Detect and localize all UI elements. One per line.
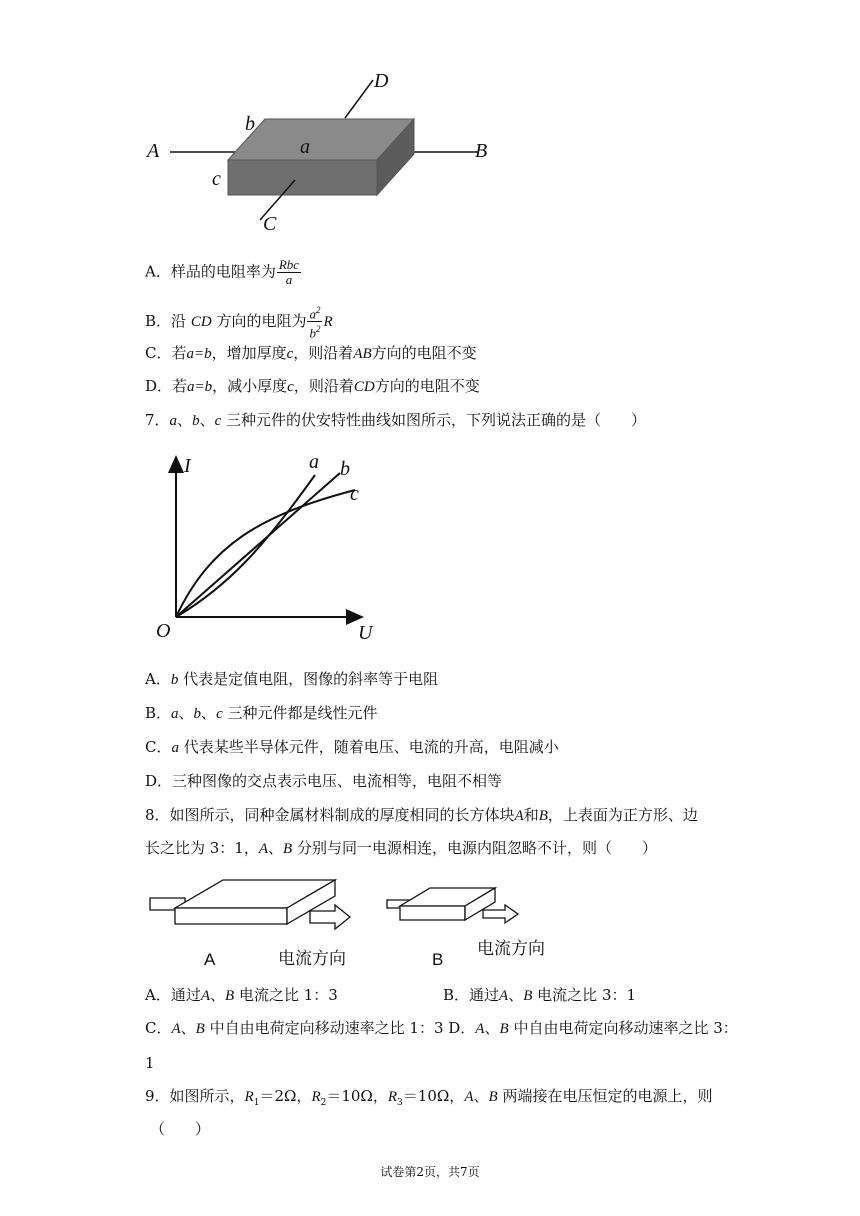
graph-axis-U: U: [358, 622, 373, 644]
page-footer: 试卷第2页，共7页: [380, 1165, 480, 1179]
q8-label-B: B: [432, 950, 444, 969]
label-B: B: [475, 140, 488, 162]
label-C: C: [263, 213, 277, 235]
curve-b: [176, 473, 340, 617]
q6-option-A: [145, 258, 302, 287]
q6-option-B: B．沿 CD 方向的电阻为 $\frac{a^2}{b^2}$ R: [145, 305, 333, 341]
blockB-front: [400, 906, 465, 920]
q6-B-fraction: $\frac{a^2}{b^2}$: [309, 305, 321, 341]
q6-option-D: D．若a=b，减小厚度c，则沿着CD方向的电阻不变: [145, 377, 480, 395]
blockA-arrow-out: [310, 905, 350, 929]
q9-paren: （ ）: [150, 1120, 211, 1138]
label-b: b: [245, 113, 255, 135]
blockA-front: [175, 908, 287, 924]
fig6-block-diagram: [140, 68, 510, 238]
lead-D: [345, 80, 373, 118]
q8-stem-line1: 8．如图所示，同种金属材料制成的厚度相同的长方体块A和B，上表面为正方形、边: [145, 806, 698, 824]
q7-option-A: A．b 代表是定值电阻，图像的斜率等于电阻: [145, 670, 439, 688]
q8-stem-line2: 长之比为 3：1，A、B 分别与同一电源相连，电源内阻忽略不计，则（ ）: [145, 839, 658, 857]
q8-label-A: A: [204, 950, 216, 969]
graph-label-a: a: [309, 451, 319, 473]
curve-c: [176, 490, 355, 617]
blockB-arrow-out: [483, 905, 518, 923]
label-c: c: [212, 168, 221, 190]
curve-a: [176, 475, 315, 617]
q8-current-B: 电流方向: [477, 939, 545, 959]
q9-stem: 9．如图所示，$R_1=2\Omega$，$R_2=10\Omega$，$R_3=10\Omega$，A、B 两端接在电压恒定的电源上，则: [145, 1087, 713, 1108]
label-A: A: [147, 140, 160, 162]
label-D: D: [374, 70, 389, 92]
q8-option-A: A．通过A、B 电流之比 1：3: [145, 986, 338, 1004]
q8-current-A: 电流方向: [278, 949, 346, 969]
label-a: a: [300, 136, 310, 158]
q7-option-C: C．a 代表某些半导体元件，随着电压、电流的升高，电阻减小: [145, 738, 559, 756]
q7-option-D: D．三种图像的交点表示电压、电流相等，电阻不相等: [145, 772, 503, 790]
q6-A-prefix: A．样品的电阻率为: [145, 262, 276, 281]
graph-label-b: b: [340, 458, 350, 480]
q6-option-C: C．若a=b，增加厚度c，则沿着AB方向的电阻不变: [145, 344, 477, 362]
block-front: [228, 160, 377, 195]
q6-A-fraction: $\frac{\text{Rbc}}{a}$: [278, 257, 300, 287]
q8-option-B: B．通过A、B 电流之比 3：1: [443, 986, 637, 1004]
q8-option-D-wrap: 1: [145, 1054, 155, 1072]
q8-option-C-D: C．A、B 中自由电荷定向移动速率之比 1：3 D．A、B 中自由电荷定向移动速率之比 3：: [145, 1019, 738, 1037]
q7-stem: 7．a、b、c 三种元件的伏安特性曲线如图所示，下列说法正确的是（ ）: [145, 411, 647, 429]
graph-origin-O: O: [156, 620, 171, 642]
q7-option-B: B．a、b、c 三种元件都是线性元件: [145, 704, 378, 722]
graph-axis-I: I: [184, 455, 191, 477]
graph-label-c: c: [350, 483, 359, 505]
